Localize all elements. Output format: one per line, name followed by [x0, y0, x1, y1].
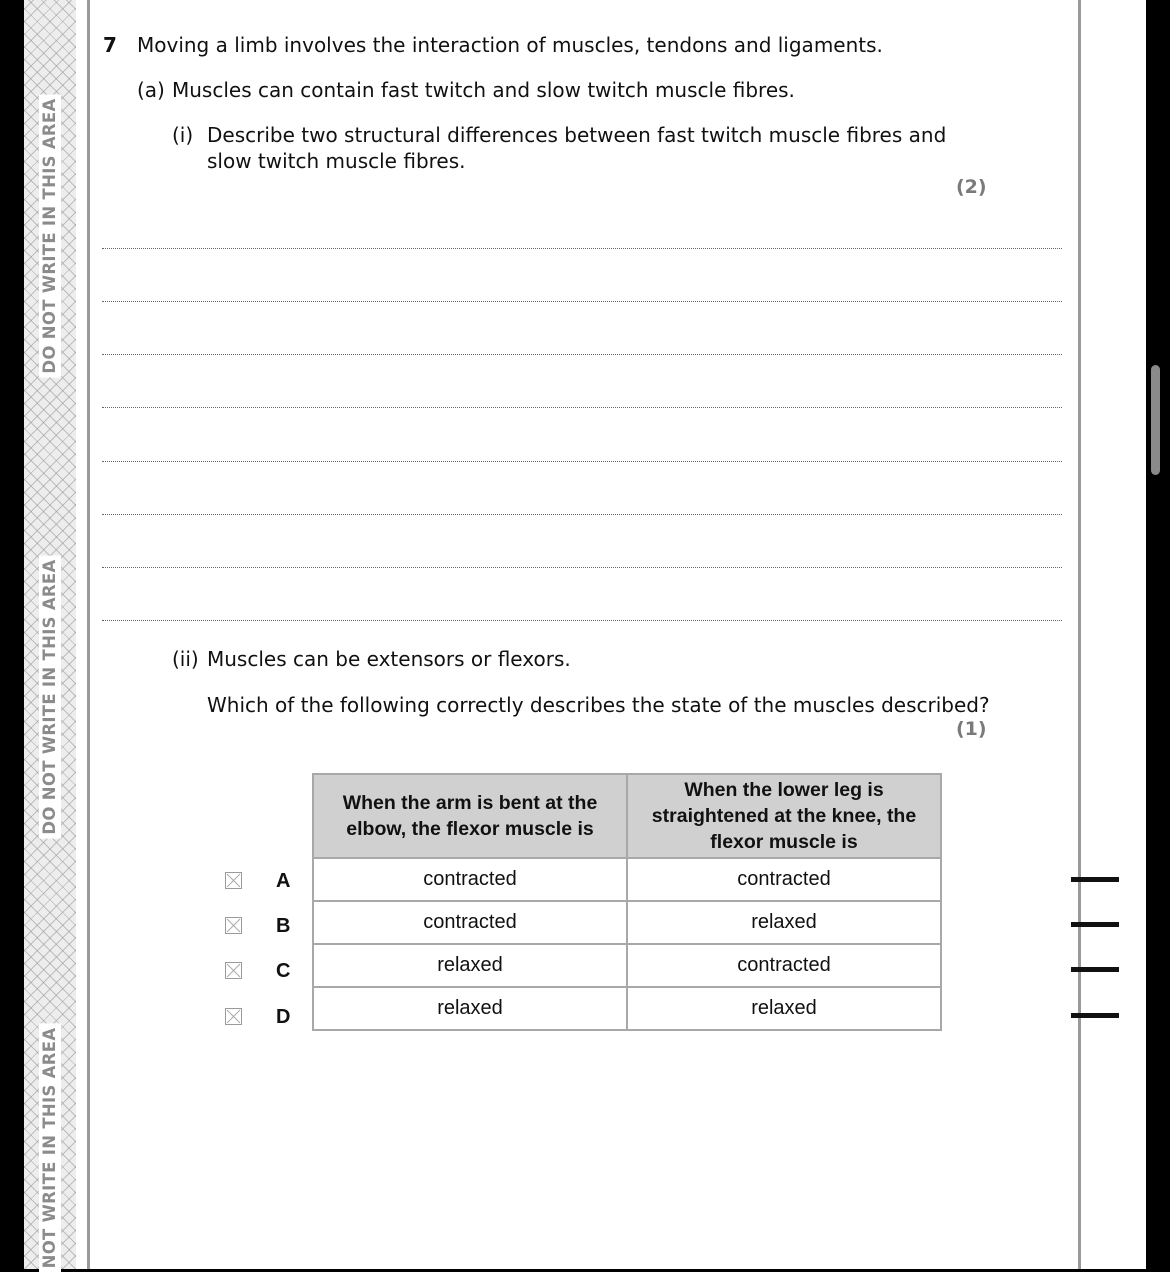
cell-c-leg: contracted	[627, 944, 941, 987]
option-c-checkbox[interactable]	[225, 962, 242, 979]
cross-box-icon	[226, 873, 241, 888]
cell-a-arm: contracted	[313, 858, 627, 901]
cross-box-icon	[226, 1009, 241, 1024]
part-i-marks: (2)	[956, 176, 987, 198]
part-a-text: Muscles can contain fast twitch and slow twitch muscle fibres.	[172, 78, 795, 102]
option-d-letter: D	[276, 1006, 291, 1028]
scrollbar-thumb[interactable]	[1151, 365, 1160, 475]
table-row	[313, 944, 941, 987]
part-ii-marks: (1)	[956, 718, 987, 740]
table-row	[313, 858, 941, 901]
part-i-text-line1: Describe two structural differences between fast twitch muscle fibres and	[207, 123, 947, 147]
cell-c-arm: relaxed	[313, 944, 627, 987]
cell-b-leg: relaxed	[627, 901, 941, 944]
timing-mark	[1071, 922, 1119, 927]
margin-warning-top: DO NOT WRITE IN THIS AREA	[39, 94, 61, 377]
option-c-letter: C	[276, 960, 291, 982]
question-stem: Moving a limb involves the interaction of muscles, tendons and ligaments.	[137, 33, 883, 57]
question-number: 7	[103, 33, 117, 57]
timing-mark	[1071, 967, 1119, 972]
option-a-checkbox[interactable]	[225, 872, 242, 889]
cell-d-arm: relaxed	[313, 987, 627, 1030]
answer-line[interactable]	[102, 354, 1062, 355]
answer-line[interactable]	[102, 248, 1062, 249]
margin-strip	[24, 0, 76, 1269]
left-border-rule	[87, 0, 90, 1269]
part-ii-label: (ii)	[172, 647, 199, 671]
exam-page	[24, 0, 1146, 1269]
part-i-text-line2: slow twitch muscle fibres.	[207, 149, 466, 173]
answer-line[interactable]	[102, 407, 1062, 408]
cell-d-leg: relaxed	[627, 987, 941, 1030]
right-border-rule	[1078, 0, 1081, 1269]
timing-mark	[1071, 1013, 1119, 1018]
cell-a-leg: contracted	[627, 858, 941, 901]
timing-mark	[1071, 877, 1119, 882]
header-arm: When the arm is bent at the elbow, the flexor muscle is	[313, 774, 627, 858]
answer-line[interactable]	[102, 567, 1062, 568]
option-a-letter: A	[276, 870, 291, 892]
option-b-checkbox[interactable]	[225, 917, 242, 934]
cell-b-arm: contracted	[313, 901, 627, 944]
header-leg: When the lower leg is straightened at the knee, the flexor muscle is	[627, 774, 941, 858]
table-header-row	[313, 774, 941, 858]
answer-line[interactable]	[102, 620, 1062, 621]
table-row	[313, 901, 941, 944]
margin-warning-bottom: NOT WRITE IN THIS AREA	[39, 1024, 61, 1272]
part-i-label: (i)	[172, 123, 194, 147]
answer-line[interactable]	[102, 514, 1062, 515]
options-table	[312, 773, 942, 1031]
answer-line[interactable]	[102, 461, 1062, 462]
part-ii-text: Muscles can be extensors or flexors.	[207, 647, 571, 671]
cross-box-icon	[226, 918, 241, 933]
option-d-checkbox[interactable]	[225, 1008, 242, 1025]
cross-box-icon	[226, 963, 241, 978]
answer-line[interactable]	[102, 301, 1062, 302]
part-a-label: (a)	[137, 78, 165, 102]
option-b-letter: B	[276, 915, 291, 937]
part-ii-prompt: Which of the following correctly describes the state of the muscles described?	[207, 693, 990, 717]
table-row	[313, 987, 941, 1030]
margin-warning-middle: DO NOT WRITE IN THIS AREA	[39, 555, 61, 838]
